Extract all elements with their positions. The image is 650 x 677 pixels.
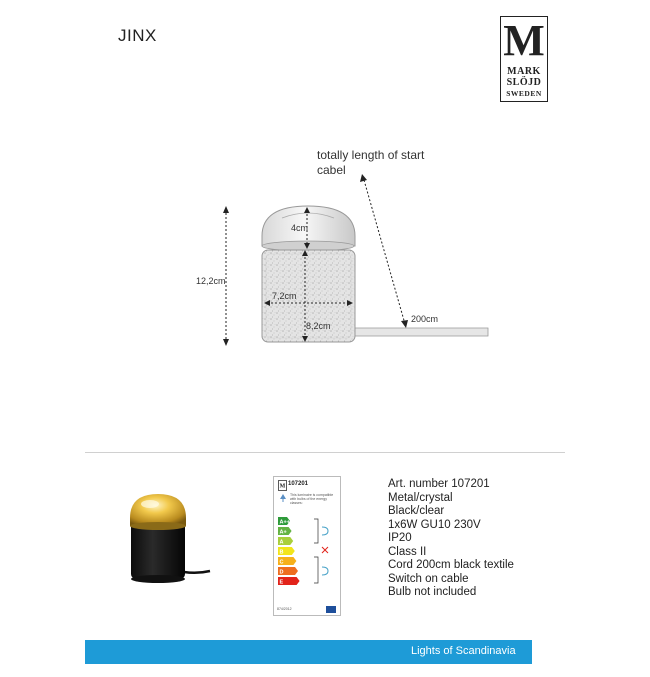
energy-class-label: C	[279, 559, 284, 566]
energy-class-bar	[278, 537, 293, 546]
energy-class-label: A++	[279, 519, 290, 526]
photo-dome	[130, 494, 186, 526]
energy-class-label: A	[279, 539, 284, 546]
spec-item: Metal/crystal	[388, 491, 453, 504]
energy-class-bar	[278, 547, 295, 556]
lamp-icon	[278, 493, 288, 503]
energy-class-scale	[278, 517, 340, 589]
photo-highlight	[141, 500, 159, 508]
product-title: JINX	[118, 26, 157, 45]
product-photo	[112, 482, 222, 597]
compatibility-bracket	[314, 519, 318, 583]
spec-item: Black/clear	[388, 505, 445, 517]
logo-line-2: SLÖJD	[506, 77, 542, 88]
section-divider	[85, 452, 565, 453]
spec-item: Class II	[388, 545, 427, 558]
energy-class-bar	[278, 567, 298, 576]
energy-class-bar	[278, 577, 300, 586]
energy-label-text: This luminaire is compatible with bulbs of the energy classes:	[290, 493, 334, 505]
photo-base	[131, 575, 185, 583]
cable-note	[317, 148, 424, 178]
cable	[350, 328, 488, 336]
cable-note-arrow	[360, 174, 408, 328]
energy-label-logo	[278, 480, 287, 491]
spec-item: Cord 200cm black textile	[388, 559, 514, 571]
energy-class-bar	[278, 517, 290, 526]
diameter-label: 7,2cm	[272, 291, 297, 301]
bulb-icon	[322, 567, 328, 575]
cable-length-label: 200cm	[411, 314, 439, 324]
cable-note-line-1: totally length of start	[317, 148, 425, 162]
energy-label-article: 107201	[288, 481, 309, 487]
eu-flag-icon	[326, 606, 336, 613]
not-compatible-icon	[322, 547, 328, 553]
dome-height-label: 4cm	[291, 223, 309, 233]
energy-class-label: E	[279, 579, 284, 586]
body-height-label: 8,2cm	[306, 321, 331, 331]
photo-dome-rim	[130, 522, 186, 530]
energy-class-bar	[278, 527, 292, 536]
footer-bar	[85, 640, 532, 664]
photo-body	[131, 522, 185, 579]
energy-label-regulation: 874/2012	[277, 607, 292, 611]
energy-class-label: A+	[279, 529, 287, 536]
cable-note-line-2: cabel	[317, 163, 346, 177]
spec-item: IP20	[388, 532, 412, 544]
logo-mark: M	[503, 16, 545, 65]
energy-class-label: D	[279, 569, 284, 576]
bulb-icon	[322, 527, 328, 535]
spec-list	[388, 478, 514, 600]
footer-tagline: Lights of Scandinavia	[411, 645, 516, 657]
spec-item: 1x6W GU10 230V	[388, 518, 481, 531]
svg-text:M: M	[279, 483, 286, 490]
spec-item: Art. number 107201	[388, 478, 490, 490]
spec-item: Bulb not included	[388, 586, 477, 598]
total-height-label: 12,2cm	[196, 276, 226, 286]
energy-label	[273, 476, 341, 616]
energy-class-bar	[278, 557, 296, 566]
energy-class-label: B	[279, 549, 284, 556]
logo-line-3: SWEDEN	[506, 89, 542, 98]
photo-cable	[184, 571, 210, 573]
spec-item: Switch on cable	[388, 572, 469, 585]
logo-line-1: MARK	[507, 66, 541, 77]
